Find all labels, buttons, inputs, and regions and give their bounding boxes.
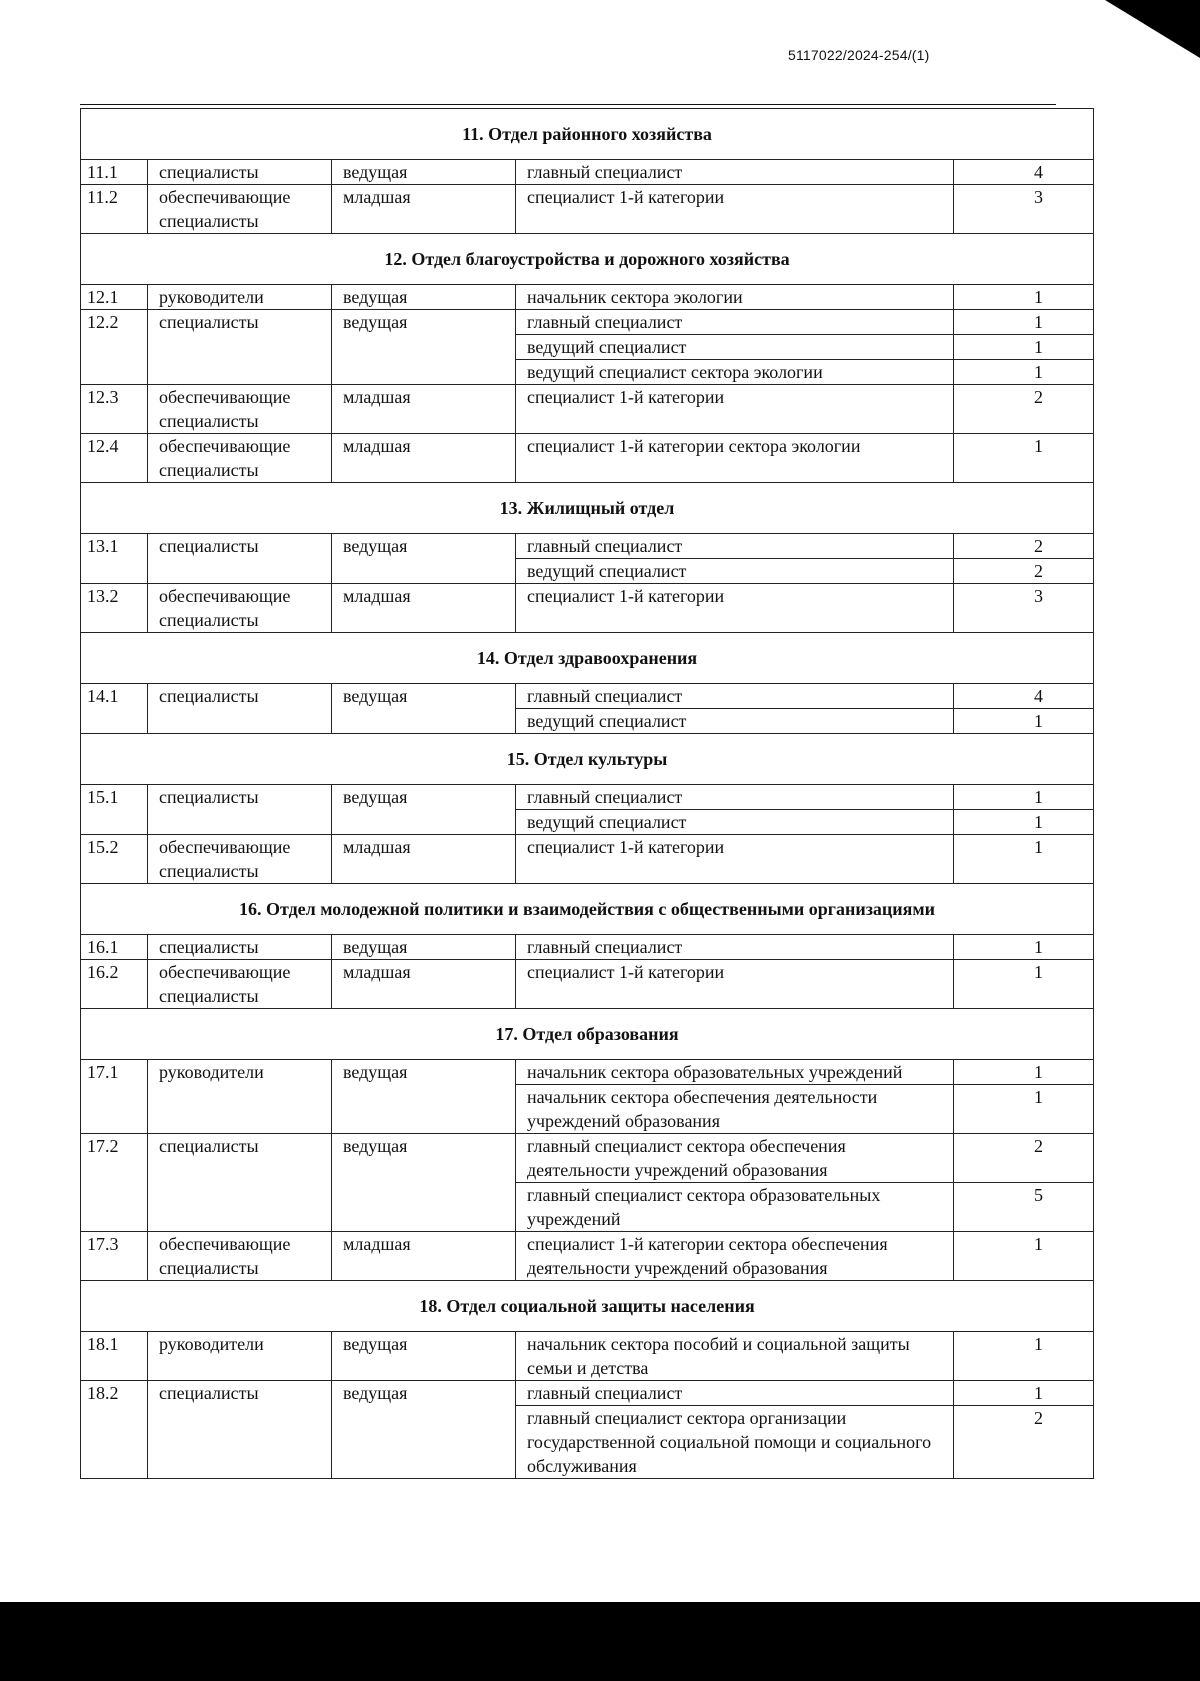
position-title: специалист 1-й категории	[516, 584, 954, 633]
group-cell: младшая	[332, 960, 516, 1009]
staff-table-body	[81, 109, 1094, 1479]
group-cell: младшая	[332, 835, 516, 884]
section-header-row	[81, 483, 1094, 534]
table-row	[81, 935, 1094, 960]
group-cell: младшая	[332, 185, 516, 234]
section-header-row	[81, 633, 1094, 684]
position-count: 1	[954, 810, 1094, 835]
table-row	[81, 160, 1094, 185]
table-row	[81, 960, 1094, 1009]
section-header-row	[81, 1281, 1094, 1332]
category-cell: специалисты	[148, 935, 332, 960]
category-cell: специалисты	[148, 160, 332, 185]
table-row	[81, 684, 1094, 709]
category-cell: обеспечивающие специалисты	[148, 960, 332, 1009]
table-row	[81, 1332, 1094, 1381]
table-row	[81, 1232, 1094, 1281]
table-row	[81, 785, 1094, 810]
row-number: 17.1	[81, 1060, 148, 1134]
position-title: ведущий специалист	[516, 335, 954, 360]
section-header-row	[81, 1009, 1094, 1060]
group-cell: ведущая	[332, 285, 516, 310]
position-count: 4	[954, 684, 1094, 709]
row-number: 13.1	[81, 534, 148, 584]
section-title: 12. Отдел благоустройства и дорожного хозяйства	[81, 234, 1094, 285]
section-title: 11. Отдел районного хозяйства	[81, 109, 1094, 160]
position-title: ведущий специалист	[516, 810, 954, 835]
row-number: 14.1	[81, 684, 148, 734]
staff-table	[80, 108, 1094, 1479]
position-count: 2	[954, 559, 1094, 584]
table-row	[81, 310, 1094, 335]
category-cell: специалисты	[148, 534, 332, 584]
group-cell: младшая	[332, 584, 516, 633]
row-number: 11.2	[81, 185, 148, 234]
table-row	[81, 434, 1094, 483]
position-count: 1	[954, 434, 1094, 483]
category-cell: специалисты	[148, 1134, 332, 1232]
group-cell: ведущая	[332, 785, 516, 835]
position-count: 1	[954, 335, 1094, 360]
position-title: специалист 1-й категории	[516, 185, 954, 234]
category-cell: специалисты	[148, 785, 332, 835]
row-number: 12.4	[81, 434, 148, 483]
section-title: 18. Отдел социальной защиты населения	[81, 1281, 1094, 1332]
category-cell: специалисты	[148, 310, 332, 385]
group-cell: младшая	[332, 1232, 516, 1281]
row-number: 11.1	[81, 160, 148, 185]
group-cell: младшая	[332, 434, 516, 483]
top-rule	[80, 104, 1056, 105]
category-cell: руководители	[148, 1332, 332, 1381]
table-row	[81, 185, 1094, 234]
position-title: начальник сектора пособий и социальной защиты семьи и детства	[516, 1332, 954, 1381]
position-count: 1	[954, 960, 1094, 1009]
row-number: 13.2	[81, 584, 148, 633]
category-cell: руководители	[148, 1060, 332, 1134]
position-count: 1	[954, 1060, 1094, 1085]
section-title: 17. Отдел образования	[81, 1009, 1094, 1060]
scan-corner-fold	[1105, 0, 1200, 58]
row-number: 16.2	[81, 960, 148, 1009]
position-count: 2	[954, 1134, 1094, 1183]
table-row	[81, 1134, 1094, 1183]
row-number: 17.2	[81, 1134, 148, 1232]
category-cell: руководители	[148, 285, 332, 310]
position-count: 1	[954, 1085, 1094, 1134]
group-cell: ведущая	[332, 534, 516, 584]
position-count: 1	[954, 935, 1094, 960]
position-title: ведущий специалист сектора экологии	[516, 360, 954, 385]
category-cell: специалисты	[148, 1381, 332, 1479]
position-count: 3	[954, 185, 1094, 234]
position-count: 2	[954, 534, 1094, 559]
position-title: главный специалист сектора организации государственной социальной помощи и социального обслуживания	[516, 1406, 954, 1479]
category-cell: обеспечивающие специалисты	[148, 434, 332, 483]
position-count: 1	[954, 285, 1094, 310]
group-cell: ведущая	[332, 160, 516, 185]
table-row	[81, 1060, 1094, 1085]
category-cell: обеспечивающие специалисты	[148, 584, 332, 633]
position-title: главный специалист	[516, 1381, 954, 1406]
position-title: главный специалист	[516, 160, 954, 185]
table-row	[81, 584, 1094, 633]
category-cell: обеспечивающие специалисты	[148, 835, 332, 884]
row-number: 12.3	[81, 385, 148, 434]
document-number: 5117022/2024-254/(1)	[788, 47, 930, 63]
table-row	[81, 385, 1094, 434]
position-title: начальник сектора образовательных учреждений	[516, 1060, 954, 1085]
position-title: главный специалист	[516, 684, 954, 709]
position-title: главный специалист сектора образовательных учреждений	[516, 1183, 954, 1232]
position-count: 1	[954, 1332, 1094, 1381]
position-count: 1	[954, 785, 1094, 810]
section-title: 15. Отдел культуры	[81, 734, 1094, 785]
section-header-row	[81, 884, 1094, 935]
position-count: 1	[954, 709, 1094, 734]
position-count: 1	[954, 1381, 1094, 1406]
row-number: 17.3	[81, 1232, 148, 1281]
position-count: 1	[954, 360, 1094, 385]
category-cell: специалисты	[148, 684, 332, 734]
row-number: 12.1	[81, 285, 148, 310]
category-cell: обеспечивающие специалисты	[148, 185, 332, 234]
group-cell: младшая	[332, 385, 516, 434]
position-count: 2	[954, 385, 1094, 434]
section-title: 13. Жилищный отдел	[81, 483, 1094, 534]
group-cell: ведущая	[332, 1060, 516, 1134]
position-title: специалист 1-й категории сектора обеспечения деятельности учреждений образования	[516, 1232, 954, 1281]
category-cell: обеспечивающие специалисты	[148, 1232, 332, 1281]
scan-bottom-edge	[0, 1602, 1200, 1681]
position-count: 3	[954, 584, 1094, 633]
position-count: 2	[954, 1406, 1094, 1479]
row-number: 15.2	[81, 835, 148, 884]
position-title: специалист 1-й категории	[516, 385, 954, 434]
position-title: ведущий специалист	[516, 709, 954, 734]
position-title: специалист 1-й категории	[516, 960, 954, 1009]
group-cell: ведущая	[332, 935, 516, 960]
row-number: 15.1	[81, 785, 148, 835]
position-title: специалист 1-й категории сектора экологии	[516, 434, 954, 483]
position-title: специалист 1-й категории	[516, 835, 954, 884]
row-number: 18.2	[81, 1381, 148, 1479]
row-number: 18.1	[81, 1332, 148, 1381]
position-count: 1	[954, 1232, 1094, 1281]
table-row	[81, 835, 1094, 884]
row-number: 16.1	[81, 935, 148, 960]
position-title: начальник сектора экологии	[516, 285, 954, 310]
group-cell: ведущая	[332, 310, 516, 385]
position-title: главный специалист	[516, 935, 954, 960]
group-cell: ведущая	[332, 1381, 516, 1479]
position-title: главный специалист сектора обеспечения деятельности учреждений образования	[516, 1134, 954, 1183]
section-header-row	[81, 734, 1094, 785]
position-count: 5	[954, 1183, 1094, 1232]
table-row	[81, 1381, 1094, 1406]
section-title: 14. Отдел здравоохранения	[81, 633, 1094, 684]
position-title: главный специалист	[516, 785, 954, 810]
section-header-row	[81, 234, 1094, 285]
position-title: главный специалист	[516, 534, 954, 559]
position-count: 1	[954, 835, 1094, 884]
table-row	[81, 285, 1094, 310]
position-title: ведущий специалист	[516, 559, 954, 584]
group-cell: ведущая	[332, 684, 516, 734]
staff-table-container	[80, 108, 1093, 1479]
table-row	[81, 534, 1094, 559]
group-cell: ведущая	[332, 1134, 516, 1232]
group-cell: ведущая	[332, 1332, 516, 1381]
position-count: 1	[954, 310, 1094, 335]
position-count: 4	[954, 160, 1094, 185]
row-number: 12.2	[81, 310, 148, 385]
section-title: 16. Отдел молодежной политики и взаимодействия с общественными организациями	[81, 884, 1094, 935]
section-header-row	[81, 109, 1094, 160]
position-title: главный специалист	[516, 310, 954, 335]
position-title: начальник сектора обеспечения деятельности учреждений образования	[516, 1085, 954, 1134]
category-cell: обеспечивающие специалисты	[148, 385, 332, 434]
